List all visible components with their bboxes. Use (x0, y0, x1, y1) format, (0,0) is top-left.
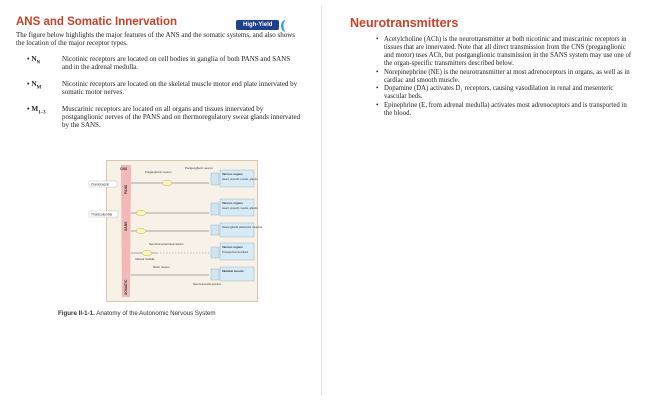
receptor-description: Nicotinic receptors are located on cell bodies in ganglia of both PANS and SANS and in the adrenal medulla. (62, 55, 291, 71)
postganglionic-label: Postganglionic neuron (185, 166, 213, 170)
organs3-text: Transported via blood (222, 251, 248, 254)
adrenal-medulla-node (142, 250, 152, 255)
receptor-sub: N (36, 60, 41, 66)
adrenal-label: Adrenal medulla (135, 258, 155, 261)
nt-item-e: • Epinephrine (E, from adrenal medulla) activates most adrenoceptors and is transported in the blood. (350, 102, 635, 118)
sans-ganglion-1 (136, 210, 146, 215)
ans-anatomy-figure (91, 160, 263, 302)
ans-diagram (91, 161, 263, 301)
receptor-name: N (31, 80, 37, 88)
organs3-title: Various organs (222, 245, 243, 249)
receptor-name: N (31, 55, 37, 63)
craniosacral-label: Craniosacral (91, 182, 109, 187)
organs2-title: Various organs (222, 201, 243, 205)
left-page (16, 16, 302, 138)
somatic-label: SOMATIC (124, 279, 128, 295)
receptor-item-m: • $M_{1-3}$ Muscarinic receptors are located on all organs and tissues innervated by postganglionic nerves of the PANS and on thermoregulatory sweat glands innervated by the SANS. (27, 105, 301, 129)
neurotransmitter-list (350, 36, 635, 118)
somatic-receptor-box (211, 269, 219, 280)
organs1-title: Various organs (222, 172, 243, 176)
sans-ganglion-2 (136, 228, 146, 233)
high-yield-label: High-Yield (236, 20, 279, 30)
preganglionic-label: Preganglionic neuron (145, 170, 172, 174)
right-page (350, 16, 635, 119)
page-divider (321, 6, 322, 396)
receptor-sub: 1–3 (38, 110, 46, 116)
intro-paragraph: The figure below highlights the major features of the ANS and the somatic systems, and also shows the location of the major receptor types. (16, 31, 295, 47)
adrenal-receptor-box (211, 247, 219, 258)
receptor-item-nn: • $N_N$ Nicotinic receptors are located on cell bodies in ganglia of both PANS and SANS and in the adrenal medulla. (16, 55, 302, 71)
cns-label: CNS (120, 167, 128, 171)
nt-item-ne: • Norepinephrine (NE) is the neurotransmitter at most adrenoceptors in organs, as well as in cardiac and smooth muscle. (350, 69, 635, 85)
receptor-description: Nicotinic receptors are located on the skeletal muscle motor end plate innervated by somatic motor nerves. (62, 80, 298, 96)
sans-label: SANS (124, 221, 128, 231)
nmj-label: Neuromuscular junction (193, 283, 222, 286)
organs2-text: Heart, smooth muscle, glands (222, 207, 258, 210)
receptor-sub: M (36, 85, 42, 91)
sans-receptor-box-1 (211, 203, 219, 215)
sweat-text: Sweat glands piloerector muscles (222, 226, 263, 229)
receptor-item-nm: • $N_M$ Nicotinic receptors are located on the skeletal muscle motor end plate innervated by somatic motor nerves. (16, 80, 302, 96)
motor-neuron-label: Motor neuron (153, 265, 170, 269)
pans-ganglion (162, 180, 172, 185)
nt-item-ach: • Acetylcholine (ACh) is the neurotransmitter at both nicotinic and muscarinic receptors in tissues that are innervated. Note that all direct transmission from the CNS (preganglionic and motor) uses ACh, but postganglionic transmission in the SANS system may use one of the organ-specific transmitters described below. (350, 36, 635, 68)
section-title-ans: ANS and Somatic Innervation (16, 16, 178, 28)
section-title-neurotransmitters: Neurotransmitters (350, 16, 459, 30)
neurohormonal-label: Neurohormonal transmission (149, 243, 184, 246)
sans-receptor-box-2 (211, 225, 219, 235)
organs1-text: Heart, smooth muscle, glands (222, 178, 258, 181)
receptor-name: M (31, 105, 39, 113)
nt-item-da: • Dopamine (DA) activates D₁ receptors, causing vasodilation in renal and mesenteric vascular beds. (350, 85, 635, 101)
chevron-icon: ((( (280, 16, 282, 32)
figure-caption-text: Anatomy of the Autonomic Nervous System (96, 310, 216, 317)
figure-caption (58, 310, 216, 317)
thoracolumbar-label: Thoracolumbar (91, 212, 113, 217)
pans-receptor-box (211, 173, 219, 185)
receptor-list (16, 55, 302, 129)
receptor-description: Muscarinic receptors are located on all organs and tissues innervated by postganglionic nerves of the PANS and on thermoregulatory sweat glands innervated by the SANS. (62, 105, 301, 129)
figure-caption-number: Figure II-1-1. (58, 310, 95, 317)
pans-label: PANS (124, 184, 128, 194)
high-yield-badge (236, 18, 281, 31)
skeletal-text: Skeletal muscle (222, 269, 244, 273)
